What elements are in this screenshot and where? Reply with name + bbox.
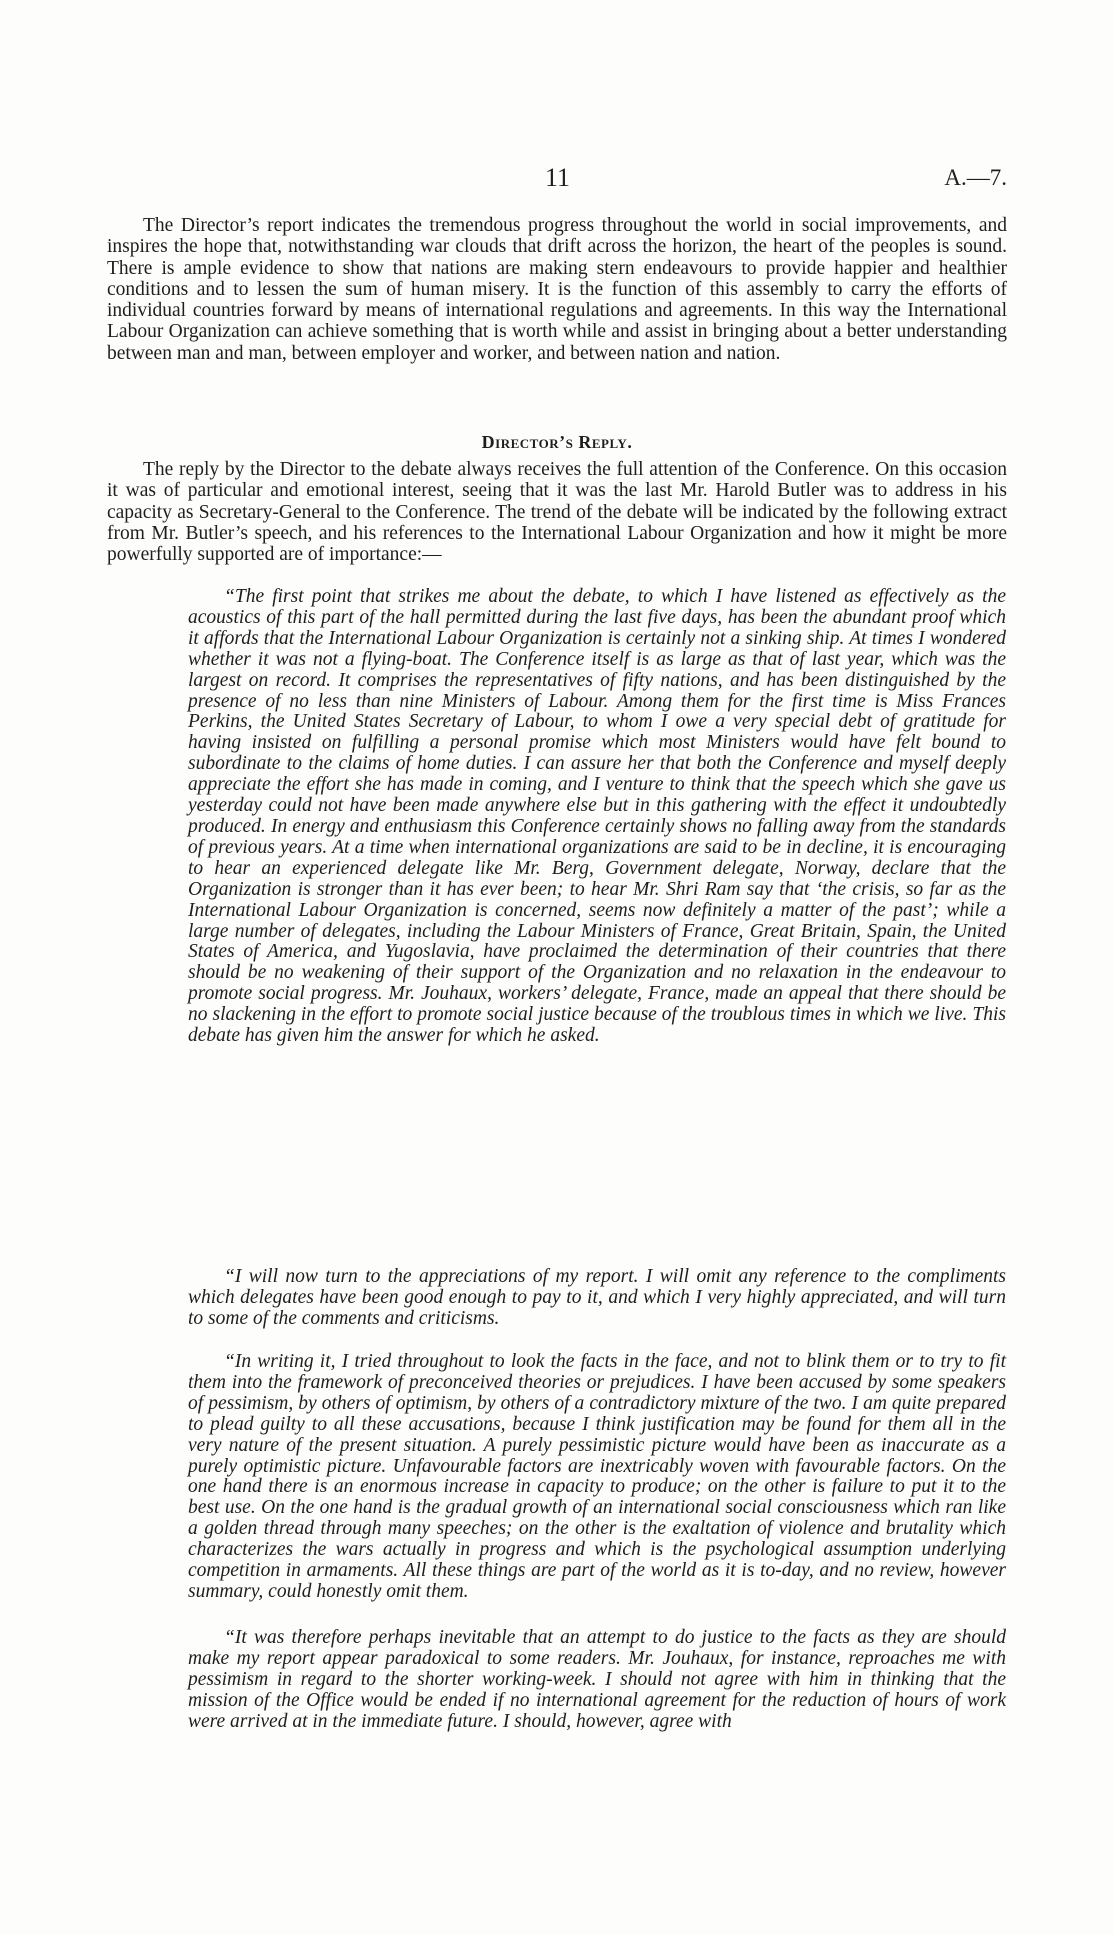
page-number: 11 [545,163,571,192]
paragraph-reply-intro: The reply by the Director to the debate always receives the full attention of the Conference. On this occasion it was of particular and emotional interest, seeing that it was the last Mr. Harold Butler was to address in his capacity as Secretary-General to the Conference. The trend of the debate will be indicated by the following extract from Mr. Butler’s speech, and his references to the International Labour Organization and how it might be more powerfully supported are of importance:— [107,459,1007,566]
paragraph-report-indicates: The Director’s report indicates the tremendous progress throughout the world in social improvements, and inspires the hope that, notwithstanding war clouds that drift across the horizon, the heart of the peoples is sound. There is ample evidence to show that nations are making stern endeavours to provide happier and healthier conditions and to lessen the sum of human misery. It is the function of this assembly to carry the efforts of individual countries forward by means of international regulations and agreements. In this way the International Labour Organization can achieve something that is worth while and assist in bringing about a better understanding between man and man, between employer and worker, and between nation and nation. [107,215,1007,364]
quote-paragraph-appreciations: “I will now turn to the appreciations of my report. I will omit any reference to the compliments which delegates have been good enough to pay to it, and which I very highly appreciated, and will turn to some of the comments and criticisms. [188,1266,1006,1329]
section-heading-directors-reply: Director’s Reply. [481,432,633,452]
document-code: A.—7. [944,165,1007,190]
quote-paragraph-first-point: “The first point that strikes me about the debate, to which I have listened as effectively as the acoustics of this part of the hall permitted during the last five days, has been the abundant proof which it affords that the International Labour Organization is certainly not a sinking ship. At times I wondered whether it was not a flying-boat. The Conference itself is as large as that of last year, which was the largest on record. It comprises the representatives of fifty nations, and has been distinguished by the presence of no less than nine Ministers of Labour. Among them for the first time is Miss Frances Perkins, the United States Secretary of Labour, to whom I owe a very special debt of gratitude for having insisted on fulfilling a personal promise which most Ministers would have felt bound to subordinate to the claims of home duties. I can assure her that both the Conference and myself deeply appreciate the effort she has made in coming, and I venture to think that the speech which she gave us yesterday could not have been made anywhere else but in this gathering with the effect it undoubtedly produced. In energy and enthusiasm this Conference certainly shows no falling away from the standards of previous years. At a time when international organizations are said to be in decline, it is encouraging to hear an experienced delegate like Mr. Berg, Government delegate, Norway, declare that the Organization is stronger than it has ever been; to hear Mr. Shri Ram say that ‘the crisis, so far as the International Labour Organization is concerned, seems now definitely a matter of the past’; while a large number of delegates, including the Labour Ministers of France, Great Britain, Spain, the United States of America, and Yugoslavia, have proclaimed the determination of their countries that there should be no weakening of their support of the Organization and no relaxation in the endeavour to promote social progress. Mr. Jouhaux, workers’ delegate, France, made an appeal that there should be no slackening in the effort to promote social justice because of the troublous times in which we live. This debate has given him the answer for which he asked. [188,586,1006,1047]
quote-paragraph-paradoxical: “It was therefore perhaps inevitable that an attempt to do justice to the facts as they are should make my report appear paradoxical to some readers. Mr. Jouhaux, for instance, reproaches me with pessimism in regard to the shorter working-week. I should not agree with him in thinking that the mission of the Office would be ended if no international agreement for the reduction of hours of work were arrived at in the immediate future. I should, however, agree with [188,1627,1006,1732]
quote-paragraph-writing-it: “In writing it, I tried throughout to look the facts in the face, and not to blink them or to try to fit them into the framework of preconceived theories or prejudices. I have been accused by some speakers of pessimism, by others of optimism, by others of a contradictory mixture of the two. I am quite prepared to plead guilty to all these accusations, because I think justification may be found for them all in the very nature of the present situation. A purely pessimistic picture would have been as inaccurate as a purely optimistic picture. Unfavourable factors are inextricably woven with favourable factors. On the one hand there is an enormous increase in capacity to produce; on the other is failure to put it to the best use. On the one hand is the gradual growth of an international social consciousness which ran like a golden thread through many speeches; on the other is the exaltation of violence and brutality which characterizes the wars actually in progress and which is the psychological assumption underlying competition in armaments. All these things are part of the world as it is to-day, and no review, however summary, could honestly omit them. [188,1351,1006,1602]
page-header [0,163,1114,193]
